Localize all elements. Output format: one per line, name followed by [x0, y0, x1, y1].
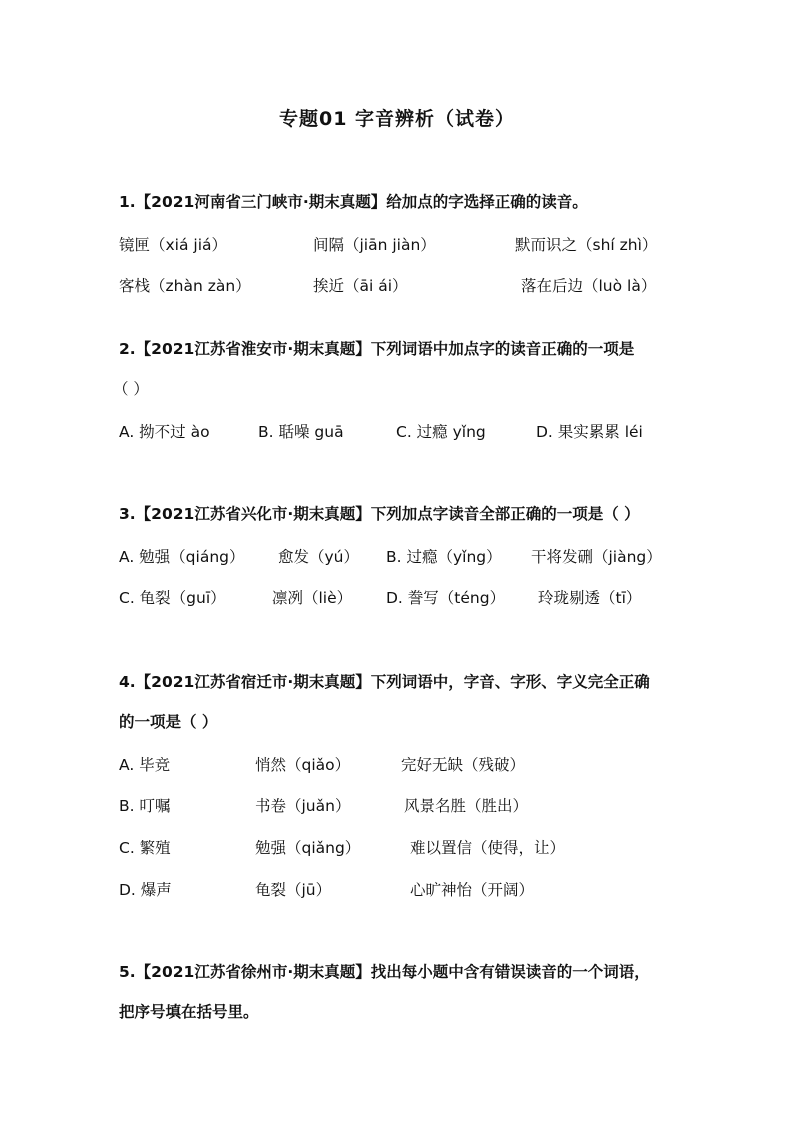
page-title: 专题01 字音辨析（试卷）	[278, 108, 516, 130]
q1-item-3: 默而识之（shí zhì）	[515, 236, 658, 254]
q1-item-2: 间隔（jiān jiàn）	[313, 236, 436, 254]
q3-option-d2: 玲珑剔透（tī）	[538, 589, 642, 607]
q4-option-d-meaning: 心旷神怡（开阔）	[410, 881, 535, 899]
q3-option-b2: 干将发硎（jiàng）	[531, 548, 662, 566]
question-1-stem: 1.【2021河南省三门峡市·期末真题】给加点的字选择正确的读音。	[119, 193, 588, 211]
q3-option-d1: D. 誊写（téng）	[386, 589, 506, 607]
q4-option-d-word: D. 爆声	[119, 881, 172, 899]
q3-option-c2: 凛冽（liè）	[272, 589, 353, 607]
q1-item-6: 落在后边（luò là）	[521, 277, 657, 295]
q4-option-c-pinyin: 勉强（qiǎng）	[255, 839, 361, 857]
q4-option-a-meaning: 完好无缺（残破）	[401, 756, 526, 774]
question-2-stem: 2.【2021江苏省淮安市·期末真题】下列词语中加点字的读音正确的一项是	[119, 340, 635, 358]
question-4-stem-line1: 4.【2021江苏省宿迁市·期末真题】下列词语中，字音、字形、字义完全正确	[119, 673, 650, 691]
q1-item-4: 客栈（zhàn zàn）	[119, 277, 251, 295]
q4-option-c-word: C. 繁殖	[119, 839, 171, 857]
q2-option-b: B. 聒噪 guā	[258, 423, 344, 441]
question-3-stem: 3.【2021江苏省兴化市·期末真题】下列加点字读音全部正确的一项是（ ）	[119, 505, 640, 523]
q4-option-b-word: B. 叮嘱	[119, 797, 171, 815]
question-5-stem-line1: 5.【2021江苏省徐州市·期末真题】找出每小题中含有错误读音的一个词语，	[119, 963, 650, 981]
q4-option-c-meaning: 难以置信（使得，让）	[410, 839, 566, 857]
q4-option-a-pinyin: 悄然（qiǎo）	[255, 756, 351, 774]
q3-option-a1: A. 勉强（qiáng）	[119, 548, 245, 566]
q3-option-a2: 愈发（yú）	[278, 548, 359, 566]
q1-item-1: 镜匣（xiá jiá）	[119, 236, 228, 254]
q4-option-b-pinyin: 书卷（juǎn）	[255, 797, 351, 815]
q4-option-b-meaning: 风景名胜（胜出）	[404, 797, 529, 815]
q2-option-c: C. 过瘾 yǐng	[396, 423, 486, 441]
q4-option-a-word: A. 毕竞	[119, 756, 171, 774]
q2-option-d: D. 果实累累 léi	[536, 423, 643, 441]
q3-option-c1: C. 龟裂（guī）	[119, 589, 226, 607]
q3-option-b1: B. 过瘾（yǐng）	[386, 548, 502, 566]
question-4-stem-line2: 的一项是（ ）	[119, 713, 218, 731]
q2-option-a: A. 拗不过 ào	[119, 423, 210, 441]
question-5-stem-line2: 把序号填在括号里。	[119, 1003, 259, 1021]
q1-item-5: 挨近（āi ái）	[313, 277, 408, 295]
q2-answer-paren: （ ）	[113, 380, 149, 398]
q4-option-d-pinyin: 龟裂（jū）	[255, 881, 332, 899]
